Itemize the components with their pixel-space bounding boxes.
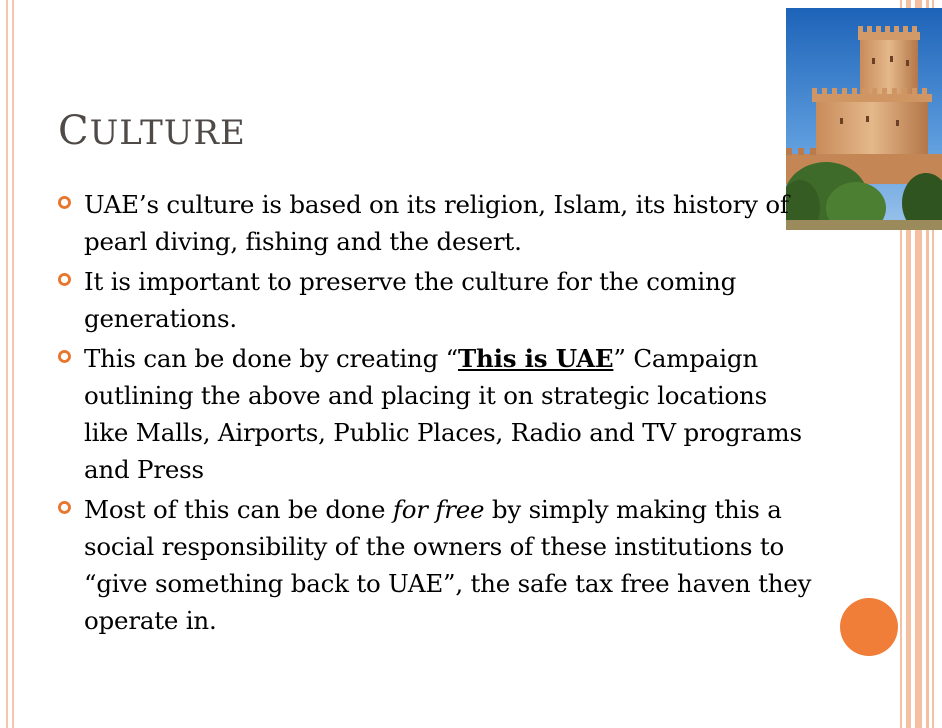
emphasis-text: for free [392,495,485,524]
slide-title [58,108,246,154]
list-item [58,491,818,639]
hollow-circle-bullet-icon [58,350,71,363]
bullet-text: ” Campaign outlining the above and placing it on strategic locations like Malls, Airports, Public Places, Radio and TV programs and Press [84,344,802,484]
list-item [58,263,818,337]
left-border-stripe [12,0,14,728]
decorative-orange-circle [840,598,898,656]
bullet-text: by simply making this a social responsibility of the owners of these institutions to “give something back to UAE”, the safe tax free haven they operate in. [84,495,812,635]
bullet-text: It is important to preserve the culture for the coming generations. [84,267,737,333]
hollow-circle-bullet-icon [58,273,71,286]
title-rest: ULTURE [89,113,246,153]
hollow-circle-bullet-icon [58,501,71,514]
bullet-text: Most of this can be done [84,495,393,524]
bullet-list [58,186,818,642]
title-initial: C [58,108,90,154]
left-border-stripe [6,0,8,728]
hollow-circle-bullet-icon [58,196,71,209]
list-item [58,340,818,488]
bullet-text: UAE’s culture is based on its religion, Islam, its history of pearl diving, fishing and the desert. [84,190,789,256]
campaign-name-link[interactable]: This is UAE [458,344,614,373]
list-item [58,186,818,260]
bullet-text: This can be done by creating “ [84,344,458,373]
